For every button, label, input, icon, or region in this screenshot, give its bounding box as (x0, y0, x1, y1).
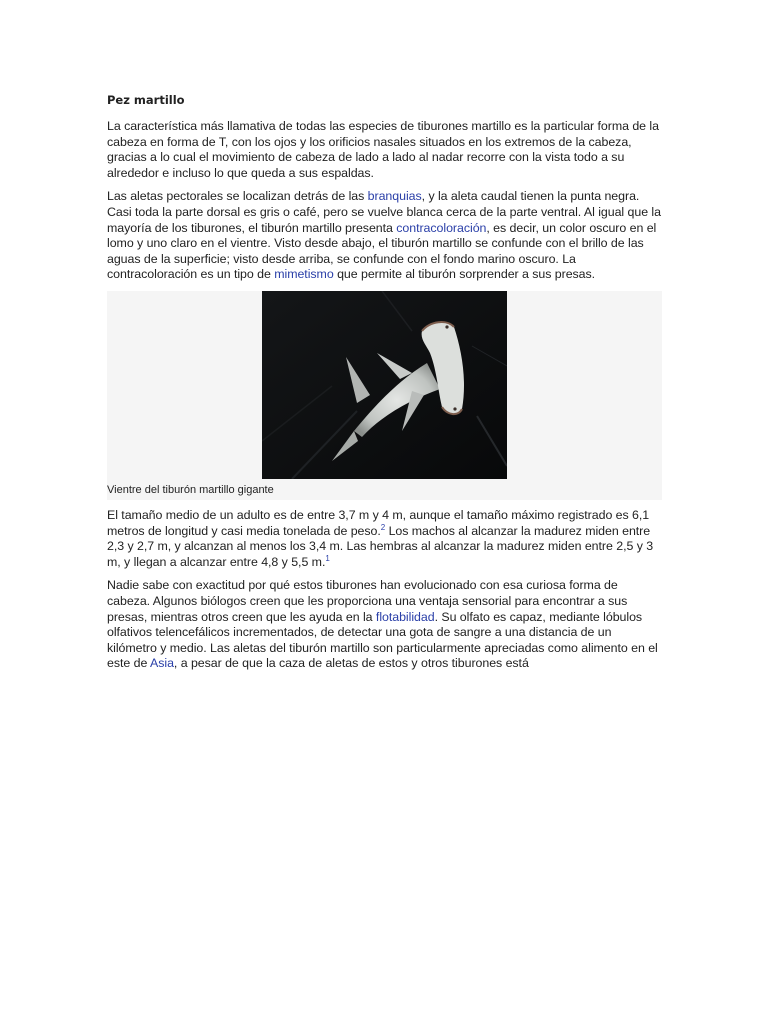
text: , y la aleta caudal tienen la punta negra. Casi toda la parte dorsal es gris o café, pero se vuelve blanca cerca de la parte ventral. Al igual que la mayoría de los tiburones, el tiburón martillo presenta (107, 189, 661, 235)
paragraph-1: La característica más llamativa de todas las especies de tiburones martillo es la particular forma de la cabeza en forma de T, con los ojos y los orificios nasales situados en los extremos de la cabeza, gracias a lo cual el movimiento de cabeza de lado a lado al nadar recorre con la vista todo a su alrededor e incluso lo que queda a sus espaldas. (107, 119, 659, 180)
reference-link[interactable]: 2 (380, 522, 386, 532)
link-mimetismo[interactable]: mimetismo (274, 267, 334, 282)
text: Las aletas pectorales se localizan detrás de las (107, 189, 368, 204)
text: El tamaño medio de un adulto es de entre 3,7 m y 4 m, aunque el tamaño máximo registrado es 6,1 metros de longitud y casi media tonelada de peso. (107, 507, 650, 538)
link-flotabilidad[interactable]: flotabilidad (375, 609, 435, 624)
figure-caption: Vientre del tiburón martillo gigante (107, 483, 274, 496)
paragraph-4 (107, 578, 662, 672)
link-branquias[interactable]: branquias (367, 189, 422, 204)
text: Los machos al alcanzar la madurez miden entre 2,3 y 2,7 m, y alcanzan al menos los 3,4 m. Las hembras al alcanzar la madurez miden entre 2,5 y 3 m, y llegan a alcanzar entre 4,8 y 5,5 m. (107, 523, 654, 569)
figure (107, 291, 662, 500)
paragraph-2 (107, 189, 662, 283)
page-title: Pez martillo (107, 93, 185, 107)
article (107, 93, 662, 680)
text: , a pesar de que la caza de aletas de estos y otros tiburones está (173, 656, 529, 671)
reference-link[interactable]: 1 (325, 553, 330, 563)
shark-illustration (262, 291, 507, 479)
link-asia[interactable]: Asia (150, 656, 174, 671)
text: Nadie sabe con exactitud por qué estos tiburones han evolucionado con esa curiosa forma de cabeza. Algunos biólogos creen que les proporciona una ventaja sensorial para encontrar a sus presas, mientras otros creen que les ayuda en la (107, 578, 628, 624)
link-contracoloracion[interactable]: contracoloración (396, 220, 487, 235)
text: , es decir, un color oscuro en el lomo y uno claro en el vientre. Visto desde abajo, el tiburón martillo se confunde con el brillo de las aguas de la superficie; visto desde arriba, se confunde con el fondo marino oscuro. La contracoloración es un tipo de (107, 220, 657, 282)
shark-photo[interactable] (262, 291, 507, 479)
text: que permite al tiburón sorprender a sus presas. (333, 267, 596, 282)
text: . Su olfato es capaz, mediante lóbulos olfativos telencefálicos incrementados, de detectar una gota de sangre a una distancia de un kilómetro y medio. Las aletas del tiburón martillo son particularmente apreciadas como alimento en el este de (107, 609, 658, 671)
paragraph-3 (107, 508, 662, 570)
